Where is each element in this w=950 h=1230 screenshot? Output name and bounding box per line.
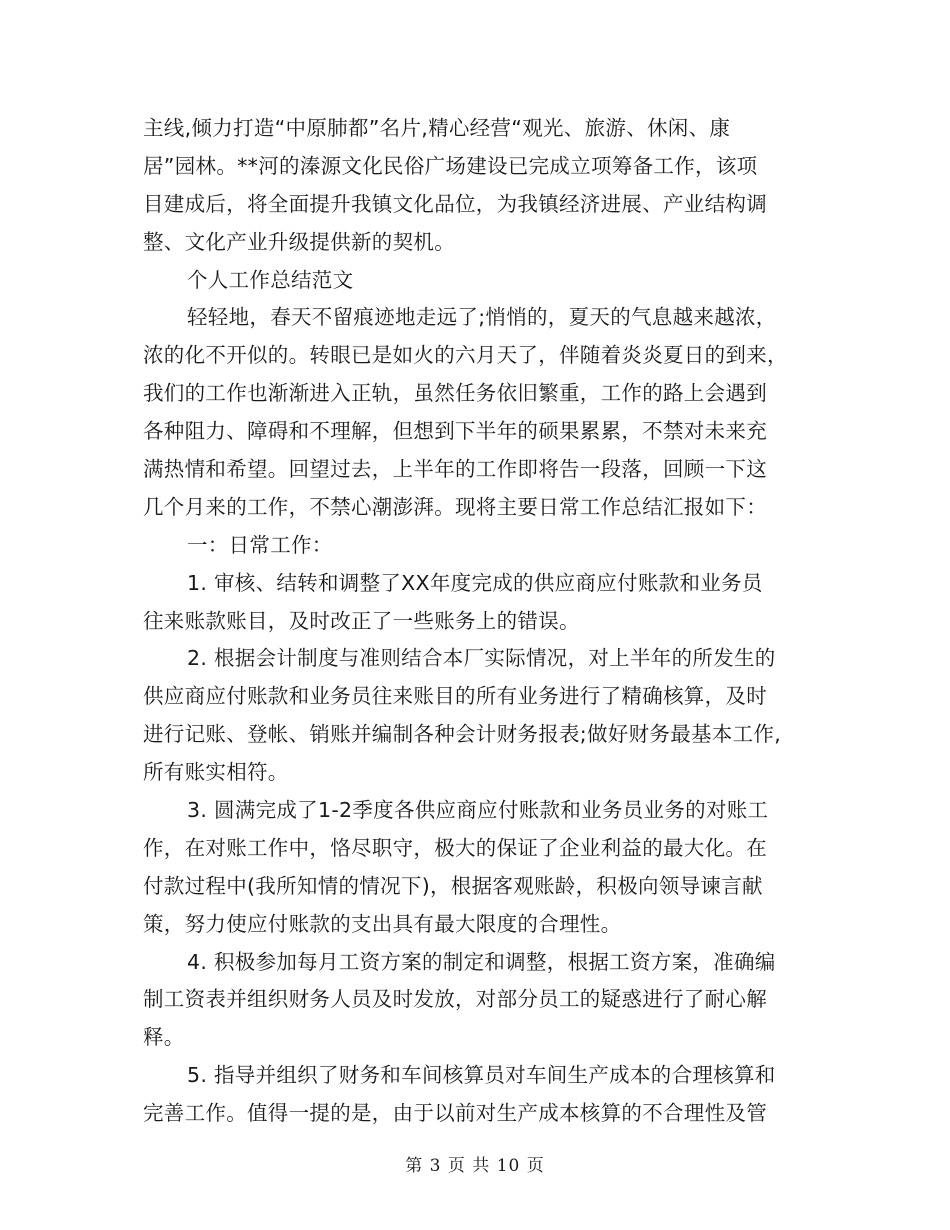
text-line: 作，在对账工作中，恪尽职守，极大的保证了企业利益的最大化。在: [143, 835, 767, 860]
document-body: [143, 111, 811, 1134]
text-line: 1. 审核、结转和调整了XX年度完成的供应商应付账款和业务员: [187, 570, 763, 595]
text-line: 供应商应付账款和业务员往来账目的所有业务进行了精确核算，及时: [143, 684, 767, 709]
text-line: 各种阻力、障碍和不理解，但想到下半年的硕果累累，不禁对未来充: [143, 419, 767, 444]
text-line: 整、文化产业升级提供新的契机。: [143, 229, 455, 254]
text-line: 目建成后，将全面提升我镇文化品位，为我镇经济进展、产业结构调: [143, 191, 767, 216]
text-line: 一：日常工作：: [187, 532, 333, 557]
text-line: 我们的工作也渐渐进入正轨，虽然任务依旧繁重，工作的路上会遇到: [143, 381, 767, 406]
text-line: 付款过程中(我所知情的情况下)，根据客观账龄，积极向领导谏言献: [143, 873, 763, 898]
text-line: 制工资表并组织财务人员及时发放，对部分员工的疑惑进行了耐心解: [143, 987, 767, 1012]
text-line: 3. 圆满完成了1-2季度各供应商应付账款和业务员业务的对账工: [187, 798, 769, 823]
text-line: 完善工作。值得一提的是，由于以前对生产成本核算的不合理性及管: [143, 1101, 767, 1126]
text-line: 个人工作总结范文: [187, 267, 354, 292]
text-line: 往来账款账目，及时改正了一些账务上的错误。: [143, 608, 580, 633]
text-line: 所有账实相符。: [143, 760, 289, 785]
text-line: 轻轻地，春天不留痕迹地走远了;悄悄的，夏天的气息越来越浓，: [187, 305, 777, 330]
text-line: 满热情和希望。回望过去，上半年的工作即将告一段落，回顾一下这: [143, 457, 767, 482]
text-line: 居”园林。**河的溱源文化民俗广场建设已完成立项筹备工作，该项: [143, 153, 758, 178]
text-line: 浓的化不开似的。转眼已是如火的六月天了，伴随着炎炎夏日的到来，: [143, 343, 788, 368]
text-line: 2. 根据会计制度与准则结合本厂实际情况，对上半年的所发生的: [187, 646, 776, 671]
text-line: 4. 积极参加每月工资方案的制定和调整，根据工资方案，准确编: [187, 949, 776, 974]
page-footer: 第 3 页 共 10 页: [405, 1156, 545, 1176]
text-line: 进行记账、登帐、销账并编制各种会计财务报表;做好财务最基本工作,: [143, 722, 782, 747]
text-line: 几个月来的工作，不禁心潮澎湃。现将主要日常工作总结汇报如下：: [143, 494, 767, 519]
text-line: 策，努力使应付账款的支出具有最大限度的合理性。: [143, 911, 622, 936]
text-line: 5. 指导并组织了财务和车间核算员对车间生产成本的合理核算和: [187, 1063, 776, 1088]
text-line: 释。: [143, 1025, 185, 1050]
text-line: 主线,倾力打造“中原肺都”名片,精心经营“观光、旅游、休闲、康: [143, 116, 731, 140]
